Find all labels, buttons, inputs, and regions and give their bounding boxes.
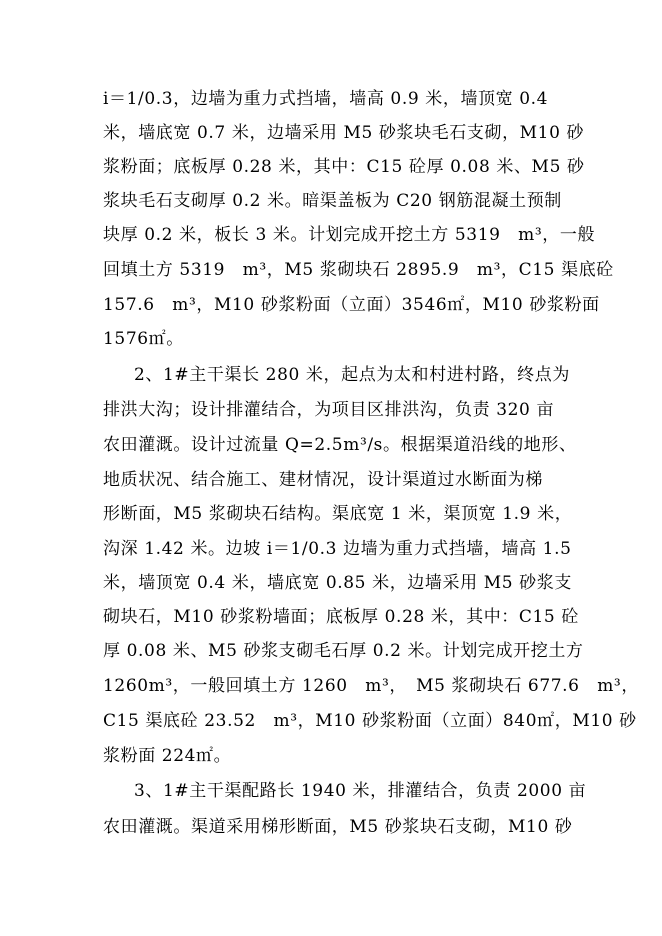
text-line: C15 渠底砼 23.52 m³，M10 砂浆粉面（立面）840㎡，M10 砂 (103, 711, 637, 731)
paragraph-3-start: 3、1#主干渠配路长 1940 米，排灌结合，负责 2000 亩 (134, 781, 587, 801)
text-line: i＝1/0.3，边墙为重力式挡墙，墙高 0.9 米，墙顶宽 0.4 (103, 89, 549, 109)
text-line: 沟深 1.42 米。边坡 i＝1/0.3 边墙为重力式挡墙，墙高 1.5 (103, 539, 572, 559)
text-line: 157.6 m³，M10 砂浆粉面（立面）3546㎡，M10 砂浆粉面 (103, 295, 600, 315)
text-line: 砌块石，M10 砂浆粉墙面；底板厚 0.28 米，其中：C15 砼 (103, 607, 579, 627)
text-line: 形断面，M5 浆砌块石结构。渠底宽 1 米，渠顶宽 1.9 米， (103, 504, 573, 524)
text-line: 1576㎡。 (103, 329, 184, 349)
text-line: 厚 0.08 米、M5 砂浆支砌毛石厚 0.2 米。计划完成开挖土方 (103, 641, 584, 661)
text-line: 米，墙顶宽 0.4 米，墙底宽 0.85 米，边墙采用 M5 砂浆支 (103, 573, 572, 593)
text-line: 地质状况、结合施工、建材情况，设计渠道过水断面为梯 (103, 470, 543, 490)
text-line: 块厚 0.2 米，板长 3 米。计划完成开挖土方 5319 m³，一般 (103, 225, 596, 245)
text-line: 排洪大沟；设计排灌结合，为项目区排洪沟，负责 320 亩 (103, 400, 555, 420)
text-line: 浆粉面 224㎡。 (103, 746, 232, 766)
text-line: 农田灌溉。渠道采用梯形断面，M5 砂浆块石支砌，M10 砂 (103, 817, 573, 837)
text-line: 浆粉面；底板厚 0.28 米，其中：C15 砼厚 0.08 米、M5 砂 (103, 157, 585, 177)
text-line: 1260m³，一般回填土方 1260 m³， M5 浆砌块石 677.6 m³， (103, 676, 639, 696)
paragraph-2-start: 2、1#主干渠长 280 米，起点为太和村进村路，终点为 (134, 365, 570, 385)
text-line: 农田灌溉。设计过流量 Q=2.5m³/s。根据渠道沿线的地形、 (103, 435, 577, 455)
text-line: 回填土方 5319 m³，M5 浆砌块石 2895.9 m³，C15 渠底砼 (103, 260, 614, 280)
text-line: 浆块毛石支砌厚 0.2 米。暗渠盖板为 C20 钢筋混凝土预制 (103, 191, 562, 211)
text-line: 米，墙底宽 0.7 米，边墙采用 M5 砂浆块毛石支砌，M10 砂 (103, 123, 585, 143)
